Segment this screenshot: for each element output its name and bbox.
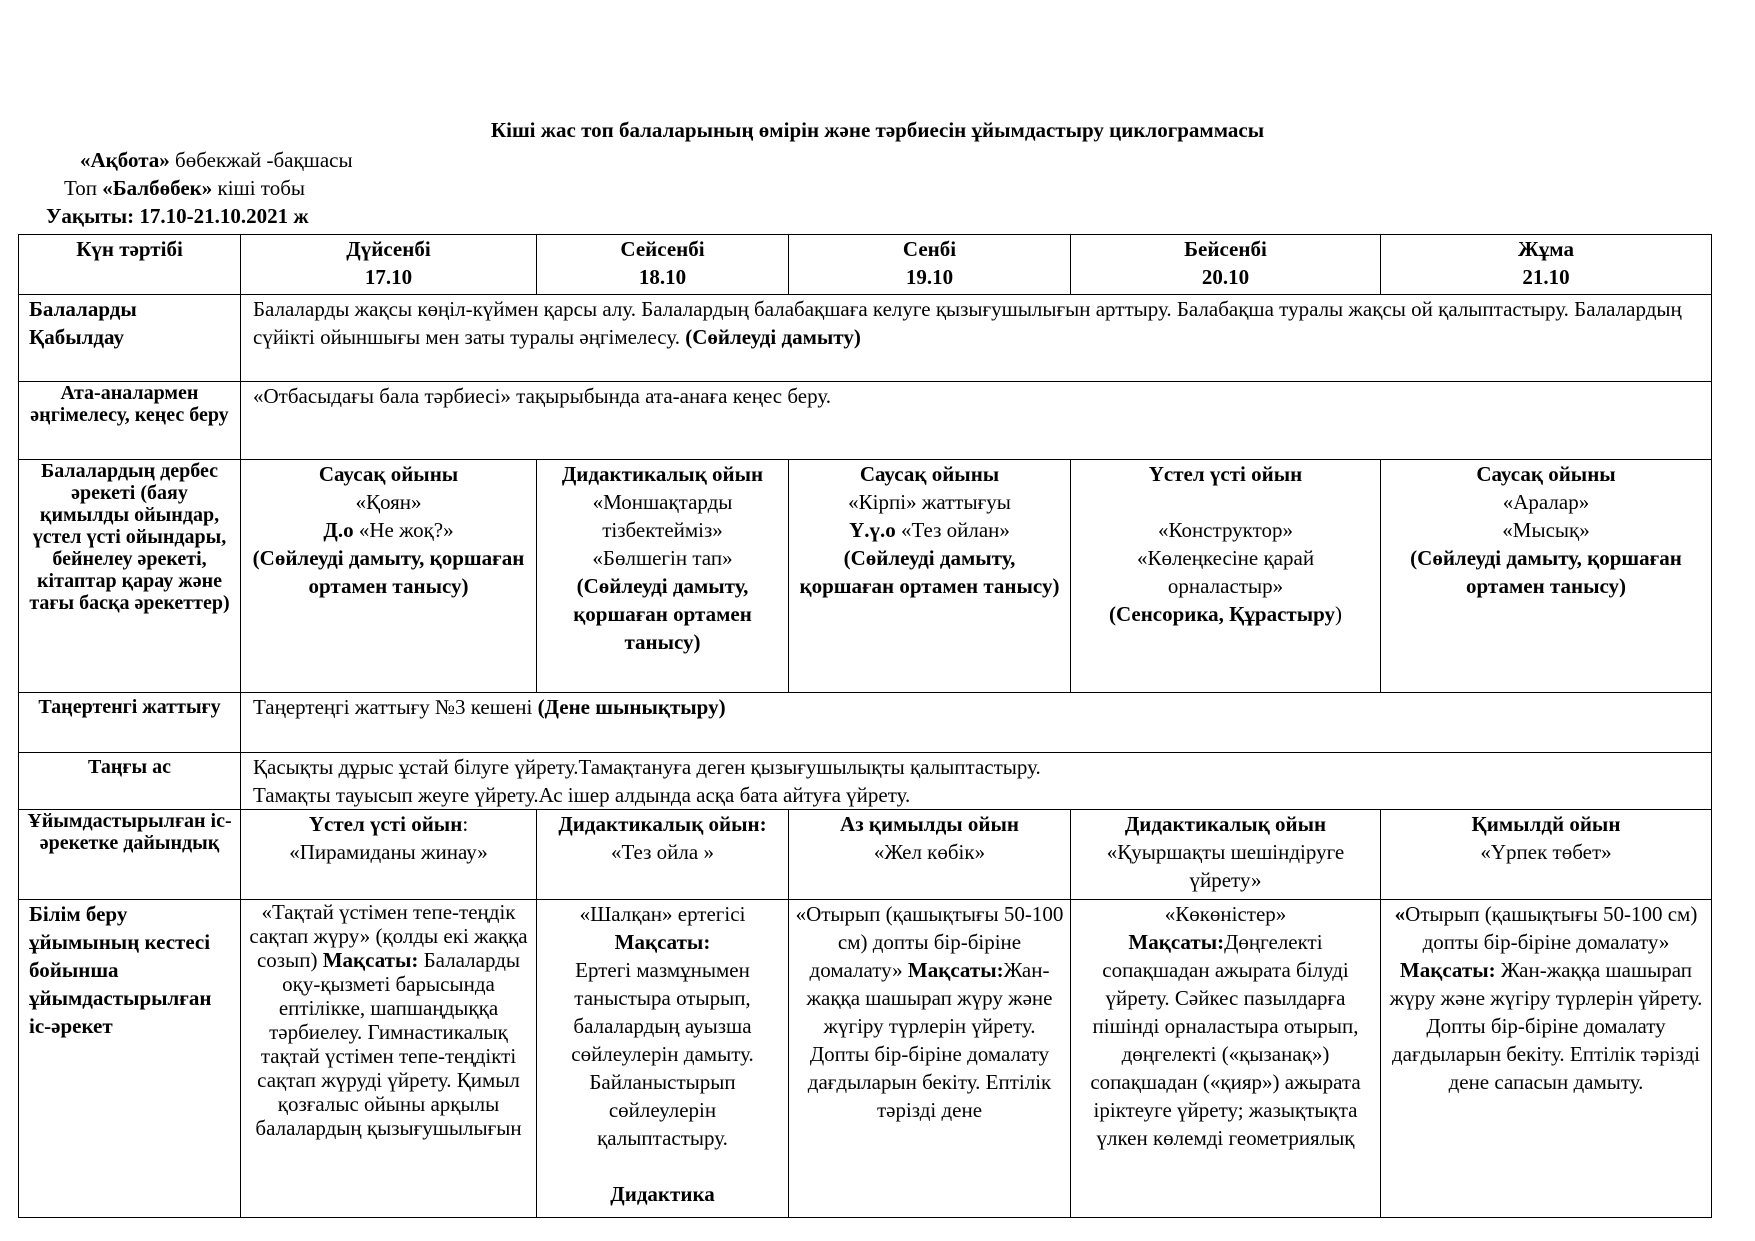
breakfast-line: Қасықты дұрыс ұстай білуге үйрету.Тамақтануға деген қызығушылықты қалыптастыру. [253, 755, 1041, 779]
col-header-day [241, 235, 537, 295]
goal-label: Мақсаты: [1399, 958, 1496, 982]
independent-row [19, 460, 1712, 693]
lesson-topic: «Отырып (қашықтығы 50-100 см) допты бір-біріне домалату» [795, 902, 1064, 982]
activity-line: «Кірпі» жаттығуы [848, 490, 1011, 514]
goal-text: Балаларды оқу-қызметі барысында ептілікке, шапшаңдыққа тәрбиелеу. Гимнастикалық тақтай үстімен тепе-теңдікті сақтап жүруді үйрету. Қимыл қозғалыс ойыны арқылы балалардың қызығушылығын [255, 948, 522, 1140]
lesson-topic: «Көкөністер» [1164, 902, 1287, 926]
day-date: 20.10 [1201, 265, 1250, 289]
activity-note: (Сөйлеуді дамыту, қоршаған ортамен танысу) [252, 546, 525, 598]
goal-label: Мақсаты: [907, 958, 1004, 982]
row-label: Білім беру ұйымының кестесі бойынша ұйымдастырылған іс-әрекет [19, 900, 241, 1218]
lesson-topic: «Тақтай үстімен тепе-теңдік сақтап жүру» (қолды екі жаққа созып) [249, 900, 528, 972]
activity-line [247, 516, 530, 544]
activity-title: Саусақ ойыны [318, 462, 459, 486]
activity-note-end: ) [1335, 602, 1343, 626]
row-label: Балаларды Қабылдау [19, 295, 241, 382]
header-row [19, 235, 1712, 295]
breakfast-text [241, 753, 1712, 810]
activity-cell [1381, 460, 1712, 693]
activity-line: «Конструктор» [1157, 518, 1293, 542]
activity-title: Саусақ ойыны [859, 462, 1000, 486]
row-label: Таңғы ас [19, 753, 241, 810]
prep-cell [789, 810, 1071, 900]
lesson-cell [537, 900, 789, 1218]
activity-title: Саусақ ойыны [1476, 462, 1616, 486]
activity-title: Үстел үсті ойын [1148, 462, 1303, 486]
prep-game: «Пирамиданы жинау» [289, 840, 488, 864]
prep-cell [537, 810, 789, 900]
exercise-note: (Дене шынықтыру) [537, 695, 726, 719]
day-date: 21.10 [1522, 265, 1570, 289]
prep-title: Қимылдй ойын [1471, 812, 1621, 836]
row-label: Таңертенгі жаттығу [19, 693, 241, 753]
prep-game: «Үрпек төбет» [1480, 840, 1612, 864]
day-name: Жұма [1518, 237, 1574, 261]
activity-line: «Қоян» [355, 490, 422, 514]
day-name: Сейсенбі [620, 237, 705, 261]
prep-game: «Қуыршақты шешіндіруге үйрету» [1106, 840, 1345, 892]
lesson-topic: Отырып (қашықтығы 50-100 см) допты бір-біріне домалату» [1405, 902, 1698, 954]
activity-cell [241, 460, 537, 693]
parents-text: «Отбасыдағы бала тәрбиесі» тақырыбында ата-анаға кеңес беру. [241, 382, 1712, 460]
activity-note: (Сөйлеуді дамыту, қоршаған ортамен танысу) [573, 574, 752, 654]
day-name: Сенбі [902, 237, 957, 261]
activity-line: «Көлеңкесіне қарай орналастыр» [1136, 546, 1315, 598]
activity-abbr: Д.о [323, 518, 354, 542]
reception-note: (Сөйлеуді дамыту) [685, 325, 861, 349]
period: Уақыты: 17.10-21.10.2021 ж [46, 204, 309, 228]
lesson-cell [1071, 900, 1381, 1218]
col-header-day [537, 235, 789, 295]
activity-game: «Не жоқ?» [353, 518, 454, 542]
activity-abbr: Ү.ү.о [849, 518, 896, 542]
goal-label: Мақсаты: [322, 948, 419, 972]
col-header-day [789, 235, 1071, 295]
exercise-body: Таңертеңгі жаттығу №3 кешені [253, 695, 538, 719]
prep-title: Дидактикалық ойын [1124, 812, 1327, 836]
preparation-row [19, 810, 1712, 900]
goal-label: Мақсаты: [614, 930, 711, 954]
prep-title: Дидактикалық ойын: [558, 812, 767, 836]
group-prefix: Топ [64, 176, 103, 200]
lesson-cell [241, 900, 537, 1218]
schedule-activity-row [19, 900, 1712, 1218]
day-name: Дүйсенбі [346, 237, 431, 261]
activity-line [795, 516, 1064, 544]
goal-label: Мақсаты: [1128, 930, 1225, 954]
day-date: 17.10 [364, 265, 413, 289]
row-label: Ұйымдастырылған іс-әрекетке дайындық [19, 810, 241, 900]
activity-cell [1071, 460, 1381, 693]
group-line [64, 174, 305, 202]
prep-title [247, 810, 530, 838]
activity-line: «Бөлшегін тап» [592, 546, 733, 570]
page-title: Кіші жас топ балаларының өмірін және тәрбиесін ұйымдастыру циклограммасы [490, 118, 1265, 142]
activity-game: «Тез ойлан» [895, 518, 1010, 542]
row-label: Ата-аналармен әңгімелесу, кеңес беру [19, 382, 241, 460]
kindergarten-suffix: бөбекжай -бақшасы [169, 148, 353, 172]
group-suffix: кіші тобы [212, 176, 305, 200]
day-date: 18.10 [638, 265, 687, 289]
goal-text: Ертегі мазмұнымен таныстыра отырып, балалардың ауызша сөйлеулерін дамыту. Байланыстырып сөйлеулерін қалыптастыру. [571, 958, 754, 1150]
activity-cell [537, 460, 789, 693]
col-header-day [1071, 235, 1381, 295]
col-header-schedule: Күн тәртібі [19, 235, 241, 295]
activity-title: Дидактикалық ойын [561, 462, 764, 486]
goal-text: Дөңгелекті сопақшадан ажырата білуді үйрету. Сәйкес пазылдарға пішінді орналастыра отырып, дөңгелекті («қызанақ») сопақшадан («қияр») ажырата іріктеуге үйрету; жазықтықта үлкен көлемді геометриялық [1090, 930, 1361, 1150]
col-header-day [1381, 235, 1712, 295]
exercise-row [19, 693, 1712, 753]
goal-text: Жан-жаққа шашырап жүру және жүгіру түрлерін үйрету. Допты бір-біріне домалату дағдыларын бекіту. Ептілік тәрізді дене сапасын дамыту. [1389, 958, 1703, 1094]
activity-note: (Сөйлеуді дамыту, қоршаған ортамен танысу) [1410, 546, 1682, 598]
exercise-text [241, 693, 1712, 753]
reception-body: Балаларды жақсы көңіл-күймен қарсы алу. Балалардың балабақшаға келуге қызығушылығын арттыру. Балабақша туралы жақсы ой қалыптастыру. Балалардың сүйікті ойыншығы мен заты туралы әңгімелесу. [253, 297, 1682, 349]
lesson-cell [789, 900, 1071, 1218]
activity-line: «Мысық» [1502, 518, 1590, 542]
prep-title-text: Үстел үсті ойын [308, 812, 463, 836]
reception-text [241, 295, 1712, 382]
prep-title: Аз қимылды ойын [840, 812, 1019, 836]
activity-cell [789, 460, 1071, 693]
prep-cell [1071, 810, 1381, 900]
lesson-cell [1381, 900, 1712, 1218]
day-name: Бейсенбі [1184, 237, 1267, 261]
row-label: Балалардың дербес әрекеті (баяу қимылды ойындар, үстел үсті ойындары, бейнелеу әрекеті, кітаптар қарау және тағы басқа әрекеттер) [19, 460, 241, 693]
lesson-tail: Дидактика [610, 1182, 715, 1206]
day-date: 19.10 [905, 265, 954, 289]
parents-row [19, 382, 1712, 460]
breakfast-row [19, 753, 1712, 810]
lesson-quote: « [1394, 902, 1406, 926]
activity-note-text: (Сенсорика, Құрастыру [1108, 602, 1336, 626]
activity-note [1077, 600, 1374, 628]
prep-title-end: : [462, 812, 469, 836]
prep-game: «Тез ойла » [611, 840, 714, 864]
reception-row [19, 295, 1712, 382]
activity-note: (Сөйлеуді дамыту, қоршаған ортамен танысу) [799, 546, 1060, 598]
activity-line: «Аралар» [1502, 490, 1590, 514]
schedule-table [18, 234, 1712, 1218]
group-name: «Балбөбек» [102, 176, 213, 200]
prep-cell [1381, 810, 1712, 900]
kindergarten-line [80, 146, 353, 174]
prep-game: «Жел көбік» [873, 840, 986, 864]
prep-cell [241, 810, 537, 900]
kindergarten-name: «Ақбота» [80, 148, 170, 172]
activity-line: «Моншақтарды тізбектейміз» [592, 490, 733, 542]
goal-text: Жан-жаққа шашырап жүру және жүгіру түрлерін үйрету. Допты бір-біріне домалату дағдыларын бекіту. Ептілік тәрізді дене [806, 958, 1053, 1122]
breakfast-line: Тамақты тауысып жеуге үйрету.Ас ішер алдында асқа бата айтуға үйрету. [253, 783, 911, 807]
lesson-topic: «Шалқан» ертегісі [579, 902, 746, 926]
